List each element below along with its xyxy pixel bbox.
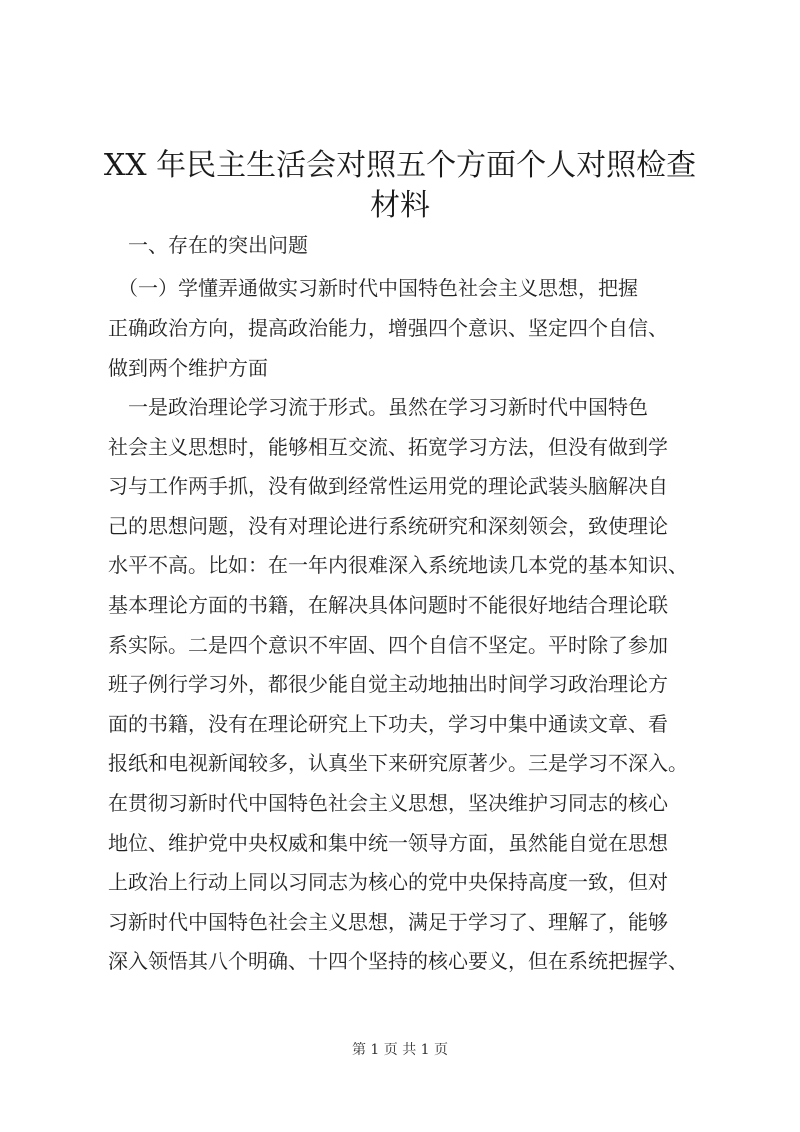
body-line: 系实际。二是四个意识不牢固、四个自信不坚定。平时除了参加 [108, 633, 668, 657]
body-line: 社会主义思想时，能够相互交流、拓宽学习方法，但没有做到学 [108, 435, 668, 459]
body-line: 做到两个维护方面 [108, 356, 268, 380]
body-line: 班子例行学习外，都很少能自觉主动地抽出时间学习政治理论方 [108, 672, 668, 696]
body-line: 地位、维护党中央权威和集中统一领导方面，虽然能自觉在思想 [108, 831, 668, 855]
body-line: 深入领悟其八个明确、十四个坚持的核心要义，但在系统把握学、 [108, 949, 688, 973]
body-line: 水平不高。比如：在一年内很难深入系统地读几本党的基本知识、 [108, 553, 688, 577]
body-line: 上政治上行动上同以习同志为核心的党中央保持高度一致，但对 [108, 870, 668, 894]
page-footer: 第 1 页 共 1 页 [351, 1042, 449, 1058]
body-line: 在贯彻习新时代中国特色社会主义思想，坚决维护习同志的核心 [108, 791, 668, 815]
body-line: 习与工作两手抓，没有做到经常性运用党的理论武装头脑解决自 [108, 474, 668, 498]
document-title-line-2: 材料 [370, 188, 430, 223]
body-line: 基本理论方面的书籍，在解决具体问题时不能很好地结合理论联 [108, 593, 668, 617]
body-line: 报纸和电视新闻较多，认真坐下来研究原著少。三是学习不深入。 [108, 751, 688, 775]
body-line: 面的书籍，没有在理论研究上下功夫，学习中集中通读文章、看 [108, 712, 668, 736]
body-line: 己的思想问题，没有对理论进行系统研究和深刻领会，致使理论 [108, 514, 668, 538]
document-title-line-1: XX 年民主生活会对照五个方面个人对照检查 [103, 148, 697, 183]
body-line: 习新时代中国特色社会主义思想，满足于学习了、理解了，能够 [108, 910, 668, 934]
body-line: 一是政治理论学习流于形式。虽然在学习习新时代中国特色 [108, 395, 648, 419]
body-line: 正确政治方向，提高政治能力，增强四个意识、坚定四个自信、 [108, 316, 668, 340]
body-line: （一）学懂弄通做实习新时代中国特色社会主义思想，把握 [108, 276, 638, 300]
body-line: 一、存在的突出问题 [108, 233, 308, 257]
